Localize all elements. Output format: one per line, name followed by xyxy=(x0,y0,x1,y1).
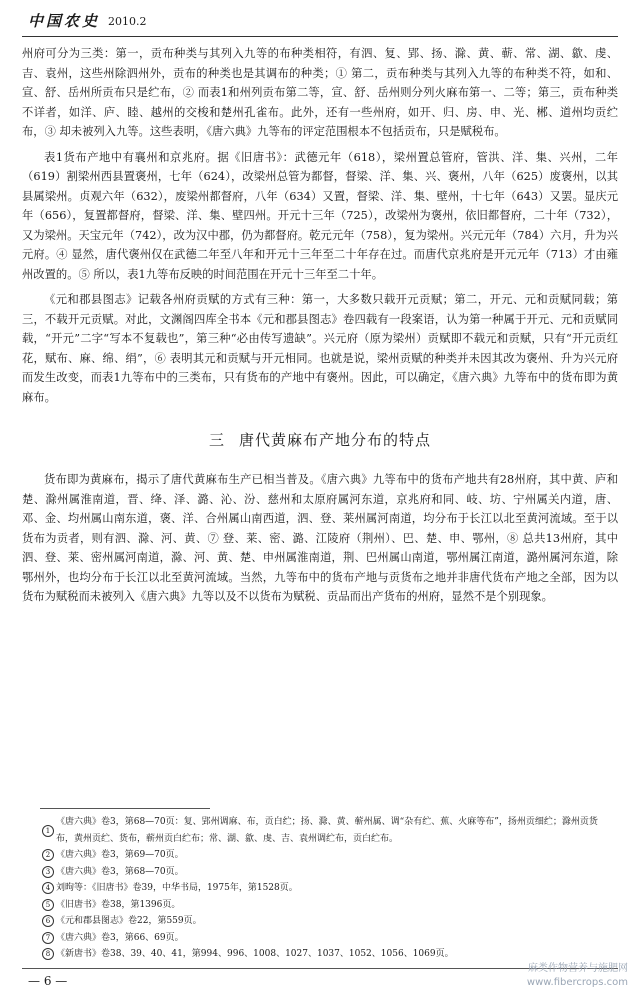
footnote-text: 刘昫等：《旧唐书》卷39，中华书局，1975年，第1528页。 xyxy=(56,883,298,893)
footnote xyxy=(40,930,612,947)
footnote-number: 8 xyxy=(42,948,54,960)
footnote-text: 《唐六典》卷3，第68—70页：复、郢州调麻、布，贡白纻；扬、滁、黄、蕲州属、调“杂有纻、蕉、火麻等布”，扬州贡细纻；滁州贡货布，黄州贡纻、货布，蕲州贡白纻布；常、湖、歙、虔、吉、袁州调纻布，贡白纻布。 xyxy=(56,817,598,844)
footnotes xyxy=(40,814,612,963)
footnote xyxy=(40,897,612,914)
section-heading xyxy=(22,429,618,450)
site-watermark xyxy=(527,962,628,990)
body-paragraph: 州府可分为三类：第一，贡布种类与其列入九等的布种类相符，有泗、复、郢、扬、滁、黄、蕲、常、湖、歙、虔、吉、袁州，这些州除泗州外，贡布的种类也是其调布的种类；① 第二，贡布种类与其列入九等的布种类不符，如和、宣、舒、岳州所贡布只是纻布，② 而表1和州列贡布第二等，宣、舒、岳州则分列火麻布第一、二等；第三，贡布种类不详者，如洋、庐、睦、越州的交梭和楚州孔雀布。此外，还有一些州府，如开、归、房、申、光、郴、道州均贡纻布，③ 却未被列入九等。这些表明，《唐六典》九等布的评定范围根本不包括贡布，只是赋税布。 xyxy=(22,47,618,138)
issue-number: 2010.2 xyxy=(108,15,147,28)
footnote-text: 《唐六典》卷3，第68—70页。 xyxy=(56,866,184,877)
footnote xyxy=(40,913,612,930)
page-header xyxy=(22,6,618,37)
footnote-text: 《旧唐书》卷38，第1396页。 xyxy=(56,899,181,910)
body-paragraph: 表1货布产地中有襄州和京兆府。据《旧唐书》：武德元年（618），梁州置总管府，管洪、洋、集、兴州，二年（619）割梁州西县置褒州，七年（624），改梁州总管为都督，督梁、洋、集、兴、褒州，八年（625）废褒州，以其县属梁州。贞观六年（632），废梁州都督府，八年（634）又置，督梁、洋、集、壁州，十七年（643）又罢。显庆元年（656），复置都督府，督梁、洋、集、壁四州。开元十三年（725），改梁州为褒州，依旧都督府，二十年（732），又为梁州。天宝元年（742），改为汉中郡，仍为都督府。乾元元年（758），复为梁州。兴元元年（784）六月，升为兴元府。④ 显然，唐代褒州仅在武德二年至八年和开元十三年至二十年存在过。而唐代京兆府是开元元年（713）才由雍州改置的。⑤ 所以，表1九等布反映的时间范围在开元十三年至二十年。 xyxy=(22,150,618,281)
page-number: — 6 — xyxy=(28,974,68,988)
body-paragraph: 《元和郡县图志》记载各州府贡赋的方式有三种：第一，大多数只载开元贡赋；第二，开元、元和贡赋同载；第三，不载开元贡赋。对此，文渊阁四库全书本《元和郡县图志》卷四载有一段案语，认为第一种属于开元、元和贡赋同载，“开元”二字“写本不复载也”，第三种“必由传写遗缺”。兴元府（原为梁州）贡赋即不载元和贡赋，只有“开元贡红花，赋布、麻、绵、绢”，⑥ 表明其元和贡赋与开元相同。也就是说，梁州贡赋的种类并未因其改为褒州、升为兴元府而发生改变，而表1九等布中的三类布，只有货布的产地中有褒州。因此，可以确定，《唐六典》九等布中的货布即为黄麻布。 xyxy=(22,293,618,404)
footnote-number: 3 xyxy=(42,866,54,878)
footnote-number: 7 xyxy=(42,932,54,944)
footnote-divider xyxy=(40,808,210,809)
footnote xyxy=(40,814,612,847)
footnote-number: 1 xyxy=(42,825,54,837)
footnote-text: 《元和郡县图志》卷22，第559页。 xyxy=(56,916,202,926)
section-title-text: 唐代黄麻布产地分布的特点 xyxy=(239,431,432,449)
footnote xyxy=(40,880,612,897)
footnote xyxy=(40,946,612,963)
footnote-number: 5 xyxy=(42,899,54,911)
footnote-number: 4 xyxy=(42,882,54,894)
footnote-number: 6 xyxy=(42,915,54,927)
footnote xyxy=(40,864,612,881)
body-paragraph: 货布即为黄麻布，揭示了唐代黄麻布生产已相当普及。《唐六典》九等布中的货布产地共有28州府，其中黄、庐和楚、滁州属淮南道，晋、绛、泽、潞、沁、汾、慈州和太原府属河东道，京兆府和同、岐、坊、宁州属关内道，唐、邓、金、均州属山南东道，褒、洋、合州属山南西道，泗、登、莱州属河南道，均分布于长江以北至黄河流域。至于以货布为贡者，则有泗、滁、河、黄、⑦ 登、莱、密、潞、江陵府（荆州）、巴、楚、申、鄂州，⑧ 总共13州府，其中泗、登、莱、密州属河南道，滁、河、黄、楚、申州属淮南道，荆、巴州属山南道，鄂州属江南道，潞州属河东道，除鄂州外，也均分布于长江以北至黄河流域。当然，九等布中的货布产地与贡货布之地并非唐代货布产地之全部，因为以货布为赋税而未被列入《唐六典》九等以及不以货布为赋税、贡品而出产货布的州府，显然不是个别现象。 xyxy=(22,473,618,603)
watermark-site-name: 麻类作物营养与施肥网 xyxy=(528,963,628,974)
footnote-text: 《唐六典》卷3，第66、69页。 xyxy=(56,932,184,943)
article-body xyxy=(22,44,618,613)
footnote-text: 《新唐书》卷38、39、40、41，第994、996、1008、1027、1037、1052、1056、1069页。 xyxy=(56,949,454,959)
journal-title: 中国农史 xyxy=(28,12,101,30)
footnote-text: 《唐六典》卷3，第69—70页。 xyxy=(56,850,184,860)
footnote xyxy=(40,847,612,864)
watermark-url: www.fibercrops.com xyxy=(526,977,628,988)
section-number: 三 xyxy=(208,431,225,449)
footnote-number: 2 xyxy=(42,849,54,861)
